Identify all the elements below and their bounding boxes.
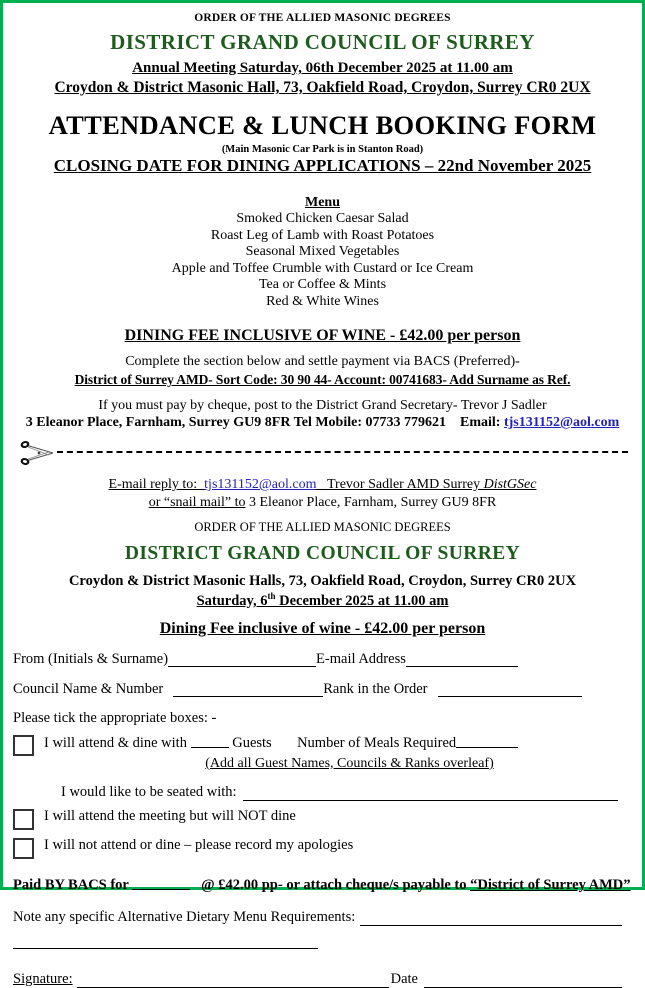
guests-count-input[interactable] (191, 734, 229, 748)
menu-heading-text: Menu (305, 195, 340, 210)
option1-post: Number of Meals Required (297, 734, 457, 751)
council-label: Council Name & Number (13, 680, 164, 697)
from-input[interactable] (168, 652, 316, 667)
scissors-icon (19, 440, 59, 466)
add-guest-note (13, 756, 632, 772)
rank-label: Rank in the Order (323, 680, 428, 697)
dietary-row (13, 909, 632, 926)
meeting-line (13, 60, 632, 77)
date-ordinal-suffix: th (267, 591, 276, 601)
council-rank-row (13, 681, 632, 698)
reply-line-inner (109, 477, 537, 492)
menu-item: Roast Leg of Lamb with Roast Potatoes (210, 227, 435, 243)
checkbox-attend-not-dine[interactable] (13, 809, 34, 830)
date-line-2-text (197, 593, 449, 609)
venue-line-2: Croydon & District Masonic Halls, 73, Oakfield Road, Croydon, Surrey CR0 2UX (68, 573, 577, 589)
menu-item: Seasonal Mixed Vegetables (245, 244, 400, 259)
email-address-label: E-mail Address (316, 650, 406, 667)
menu-item: Smoked Chicken Caesar Salad (236, 211, 409, 226)
snail-mail-prefix: or “snail mail” to (148, 495, 246, 510)
closing-date-text: CLOSING DATE FOR DINING APPLICATIONS – 22nd November 2025 (53, 156, 592, 175)
signature-label: Signature: (13, 970, 73, 987)
reply-name: Trevor Sadler AMD Surrey (326, 477, 481, 492)
signature-input[interactable] (77, 973, 389, 988)
option1-mid: Guests (232, 734, 272, 751)
menu-item: Tea or Coffee & Mints (258, 277, 387, 292)
cheque-instruction: If you must pay by cheque, post to the District Grand Secretary- Trevor J Sadler (98, 398, 547, 413)
dining-fee-text: DINING FEE INCLUSIVE OF WINE - £42.00 per person (124, 327, 521, 344)
option1-pre: I will attend & dine with (44, 734, 187, 751)
seated-with-input[interactable] (243, 786, 618, 801)
menu-item: Red & White Wines (266, 293, 379, 309)
reply-line (13, 477, 632, 493)
option-attend-not-dine-row[interactable] (13, 808, 632, 830)
tick-instruction: Please tick the appropriate boxes: - (13, 709, 217, 726)
dietary-label: Note any specific Alternative Dietary Menu Requirements: (13, 908, 356, 925)
organisation-heading-2: ORDER OF THE ALLIED MASONIC DEGREES (194, 520, 451, 534)
bacs-mid-label: @ £42.00 pp- or attach cheque/s payable to (201, 876, 467, 893)
venue-line (13, 79, 632, 97)
secretary-address-text: 3 Eleanor Place, Farnham, Surrey GU9 8FR Tel Mobile: 07733 779621 (25, 415, 446, 430)
page-inner (3, 3, 642, 987)
bank-details (13, 372, 632, 388)
from-label: From (Initials & Surname) (13, 650, 169, 667)
email-label: Email: (460, 415, 501, 430)
page-title: ATTENDANCE & LUNCH BOOKING FORM (48, 110, 597, 140)
meals-count-input[interactable] (456, 734, 518, 748)
snail-mail-address: 3 Eleanor Place, Farnham, Surrey GU9 8FR (249, 495, 497, 510)
dietary-input[interactable] (360, 911, 622, 926)
bacs-pre-label: Paid BY BACS for (13, 876, 129, 893)
cut-line-row (13, 442, 632, 468)
closing-date-line (13, 156, 632, 176)
bacs-count-input[interactable] (132, 876, 190, 890)
option-attend-dine-row[interactable] (13, 734, 632, 756)
venue-line-text: Croydon & District Masonic Hall, 73, Oakfield Road, Croydon, Surrey CR0 2UX (54, 79, 591, 96)
date-line-2 (13, 591, 632, 610)
reply-role: DistGSec (483, 477, 537, 492)
bacs-payee-name: “District of Surrey AMD” (470, 876, 631, 893)
email-address-input[interactable] (406, 652, 518, 667)
date-label: Date (390, 970, 418, 987)
date-input[interactable] (424, 973, 622, 988)
bank-details-text: District of Surrey AMD- Sort Code: 30 90 44- Account: 00741683- Add Surname as Ref. (74, 372, 571, 387)
reply-prefix: E-mail reply to: (108, 477, 198, 492)
district-title: DISTRICT GRAND COUNCIL OF SURREY (110, 30, 535, 54)
council-input[interactable] (173, 682, 323, 697)
car-park-note: (Main Masonic Car Park is in Stanton Road) (221, 144, 424, 155)
menu-heading (13, 195, 632, 211)
dining-fee-heading-2 (13, 620, 632, 638)
cut-dashed-line (57, 451, 628, 453)
option-apologies-text: I will not attend or dine – please record my apologies (44, 836, 354, 853)
dining-fee-heading (13, 327, 632, 345)
seated-with-row (61, 784, 632, 801)
signature-row (13, 971, 632, 988)
option-attend-dine-text (44, 734, 632, 752)
add-guest-note-text: (Add all Guest Names, Councils & Ranks overleaf) (205, 755, 494, 771)
organisation-heading: ORDER OF THE ALLIED MASONIC DEGREES (194, 12, 451, 24)
district-title-2: DISTRICT GRAND COUNCIL OF SURREY (124, 543, 521, 564)
dining-fee-text-2: Dining Fee inclusive of wine - £42.00 per person (159, 619, 486, 637)
date-pre: Saturday, 6 (196, 592, 268, 609)
payment-instruction: Complete the section below and settle payment via BACS (Preferred)- (125, 354, 520, 369)
meeting-line-text: Annual Meeting Saturday, 06th December 2025 at 11.00 am (132, 60, 513, 76)
paid-by-bacs-row (13, 876, 632, 894)
secretary-email-link[interactable]: tjs131152@aol.com (503, 415, 620, 430)
option-attend-not-dine-text: I will attend the meeting but will NOT dine (44, 807, 296, 824)
date-post: December 2025 at 11.00 am (275, 592, 449, 609)
checkbox-attend-and-dine[interactable] (13, 735, 34, 756)
rank-input[interactable] (438, 682, 582, 697)
menu-item: Apple and Toffee Crumble with Custard or Ice Cream (171, 260, 474, 276)
reply-email-link[interactable]: tjs131152@aol.com (204, 477, 317, 492)
checkbox-apologies[interactable] (13, 838, 34, 859)
option-apologies-row[interactable] (13, 837, 632, 859)
from-email-row (13, 651, 632, 668)
secretary-address-line (13, 415, 632, 431)
snail-mail-line (13, 495, 632, 511)
dietary-input-line-2[interactable] (13, 934, 318, 949)
seated-with-label: I would like to be seated with: (61, 783, 237, 800)
